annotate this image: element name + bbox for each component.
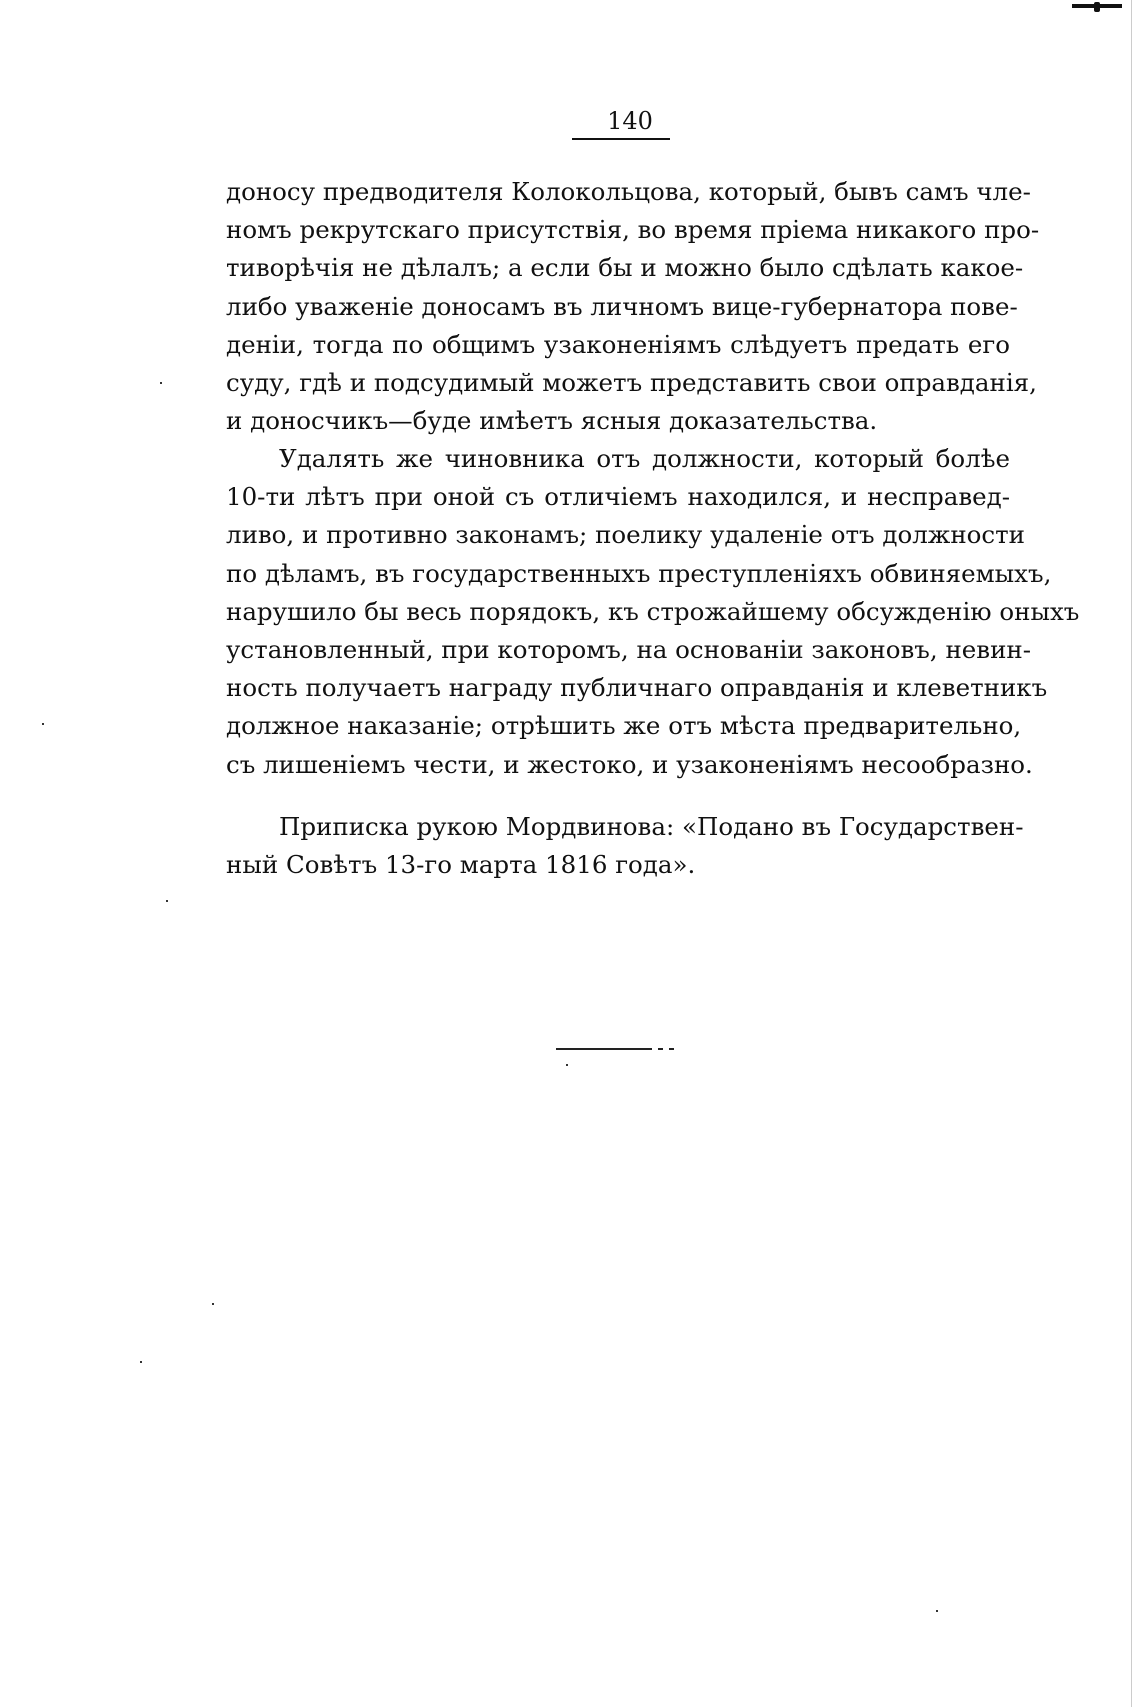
text-line: и доносчикъ—буде имѣетъ ясныя доказательства.: [226, 406, 878, 436]
text-line: суду, гдѣ и подсудимый можетъ представить свои оправданія,: [226, 367, 1037, 397]
text-line: должное наказаніе; отрѣшить же отъ мѣста предварительно,: [226, 711, 1022, 741]
text-line: установленный, при которомъ, на основаніи законовъ, невин-: [226, 634, 1032, 664]
text-line: либо уваженіе доносамъ въ личномъ вице-губернатора пове-: [226, 291, 1018, 321]
speck: [42, 723, 44, 725]
paragraph-1: [226, 173, 1040, 440]
speck: [212, 1303, 214, 1305]
speck: [166, 900, 168, 902]
page-edge: [1131, 0, 1140, 1707]
text-line: 10-ти лѣтъ при оной съ отличіемъ находился, и несправед-: [226, 482, 1010, 512]
text-line: тиворѣчія не дѣлалъ; а если бы и можно было сдѣлать какое-: [226, 253, 1024, 283]
paragraph-3: [226, 808, 1024, 884]
speck: [140, 1361, 142, 1363]
text-line: Приписка рукою Мордвинова: «Подано въ Государствен-: [279, 812, 1024, 841]
text-line: Удалять же чиновника отъ должности, который болѣе: [279, 444, 1010, 473]
text-line: нарушило бы весь порядокъ, къ строжайшему обсужденію оныхъ: [226, 596, 1080, 626]
text-line: деніи, тогда по общимъ узаконеніямъ слѣдуетъ предать его: [226, 329, 1010, 359]
page-number-underline: [572, 138, 670, 140]
page-number: 140: [607, 107, 653, 135]
speck: [160, 382, 162, 384]
text-line: съ лишеніемъ чести, и жестоко, и узаконеніямъ несообразно.: [226, 749, 1033, 779]
speck: [566, 1064, 568, 1066]
text-line: по дѣламъ, въ государственныхъ преступленіяхъ обвиняемыхъ,: [226, 558, 1052, 588]
text-line: ливо, и противно законамъ; поелику удаленіе отъ должности: [226, 520, 1026, 550]
text-line: ный Совѣтъ 13-го марта 1816 года».: [226, 850, 696, 880]
corner-ink-mark: [1062, 0, 1122, 16]
speck: [936, 1610, 938, 1612]
corner-ink-drop: [1094, 2, 1100, 12]
end-rule-gap: [652, 1048, 680, 1050]
text-line: доносу предводителя Колокольцова, который, бывъ самъ чле-: [226, 177, 1031, 206]
paragraph-2: [226, 440, 1080, 784]
text-line: ность получаетъ награду публичнаго оправданія и клеветникъ: [226, 673, 1048, 703]
text-line: номъ рекрутскаго присутствія, во время пріема никакого про-: [226, 215, 1040, 245]
